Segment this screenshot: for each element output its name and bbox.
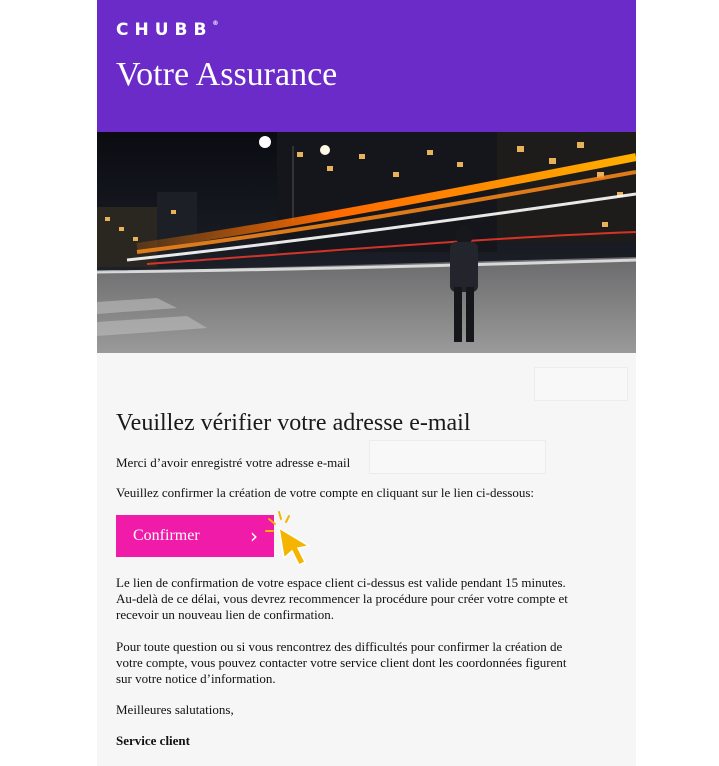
- placeholder-box: [369, 440, 546, 474]
- chubb-logo: CHUBB®: [116, 20, 219, 40]
- thanks-text: Merci d’avoir enregistré votre adresse e-mail: [116, 455, 351, 470]
- validity-line-1: Le lien de confirmation de votre espace client ci-dessus est valide pendant 15 minutes.: [116, 575, 566, 590]
- hero-image: [97, 132, 636, 353]
- support-line-2: votre compte, vous pouvez contacter votre service client dont les coordonnées figurent: [116, 655, 567, 670]
- support-line-3: sur votre notice d’information.: [116, 671, 276, 686]
- email-header: [97, 0, 636, 132]
- validity-line-3: recevoir un nouveau lien de confirmation.: [116, 607, 335, 622]
- page-heading: Veuillez vérifier votre adresse e-mail: [116, 410, 471, 436]
- pointer-cursor-icon: [265, 510, 317, 570]
- support-line-1: Pour toute question ou si vous rencontrez des difficultés pour confirmer la création de: [116, 639, 563, 654]
- header-title: Votre Assurance: [116, 56, 338, 93]
- greeting-text: Meilleures salutations,: [116, 702, 234, 717]
- placeholder-box: [534, 367, 628, 401]
- validity-line-2: Au-delà de ce délai, vous devrez recommencer la procédure pour créer votre compte et: [116, 591, 568, 606]
- signature-text: Service client: [116, 733, 190, 748]
- chevron-right-icon: ›: [250, 524, 258, 548]
- confirm-button[interactable]: [116, 515, 274, 557]
- instruction-text: Veuillez confirmer la création de votre compte en cliquant sur le lien ci-dessous:: [116, 485, 535, 500]
- email-card: [97, 0, 636, 766]
- confirm-button-label: Confirmer: [133, 527, 200, 544]
